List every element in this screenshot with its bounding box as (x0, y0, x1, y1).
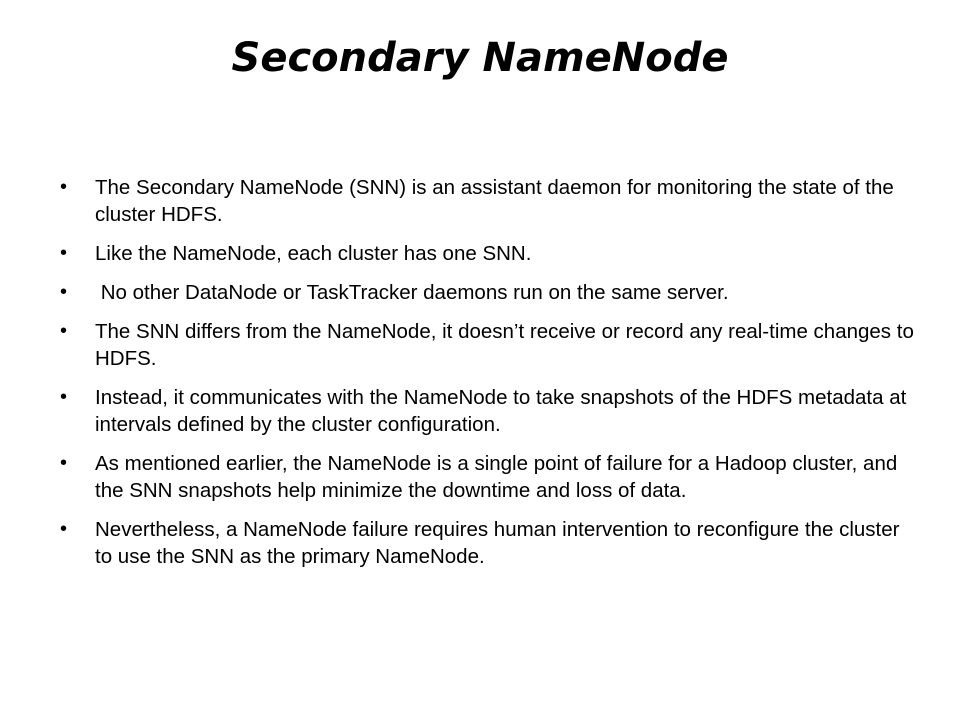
bullet-icon: • (60, 386, 68, 408)
bullet-text: The SNN differs from the NameNode, it doesn’t receive or record any real-time changes to HDFS. (95, 320, 920, 370)
list-item (60, 279, 920, 306)
list-item (60, 516, 920, 570)
bullet-text: Instead, it communicates with the NameNode to take snapshots of the HDFS metadata at intervals defined by the cluster configuration. (95, 386, 913, 436)
bullet-text: As mentioned earlier, the NameNode is a single point of failure for a Hadoop cluster, and the SNN snapshots help minimize the downtime and loss of data. (95, 452, 903, 502)
bullet-list (60, 174, 920, 582)
slide-title: Secondary NameNode (231, 35, 729, 81)
list-item (60, 240, 920, 267)
bullet-icon: • (60, 281, 68, 303)
bullet-icon: • (60, 242, 68, 264)
bullet-icon: • (60, 176, 68, 198)
list-item (60, 450, 920, 504)
bullet-icon: • (60, 452, 68, 474)
bullet-icon: • (60, 320, 68, 342)
list-item (60, 318, 920, 372)
bullet-icon: • (60, 518, 68, 540)
bullet-text: Nevertheless, a NameNode failure requires human intervention to reconfigure the cluster to use the SNN as the primary NameNode. (95, 518, 906, 568)
bullet-text: The Secondary NameNode (SNN) is an assistant daemon for monitoring the state of the cluster HDFS. (95, 176, 900, 226)
list-item (60, 384, 920, 438)
bullet-text: No other DataNode or TaskTracker daemons run on the same server. (95, 281, 729, 304)
bullet-text: Like the NameNode, each cluster has one SNN. (95, 242, 532, 265)
list-item (60, 174, 920, 228)
